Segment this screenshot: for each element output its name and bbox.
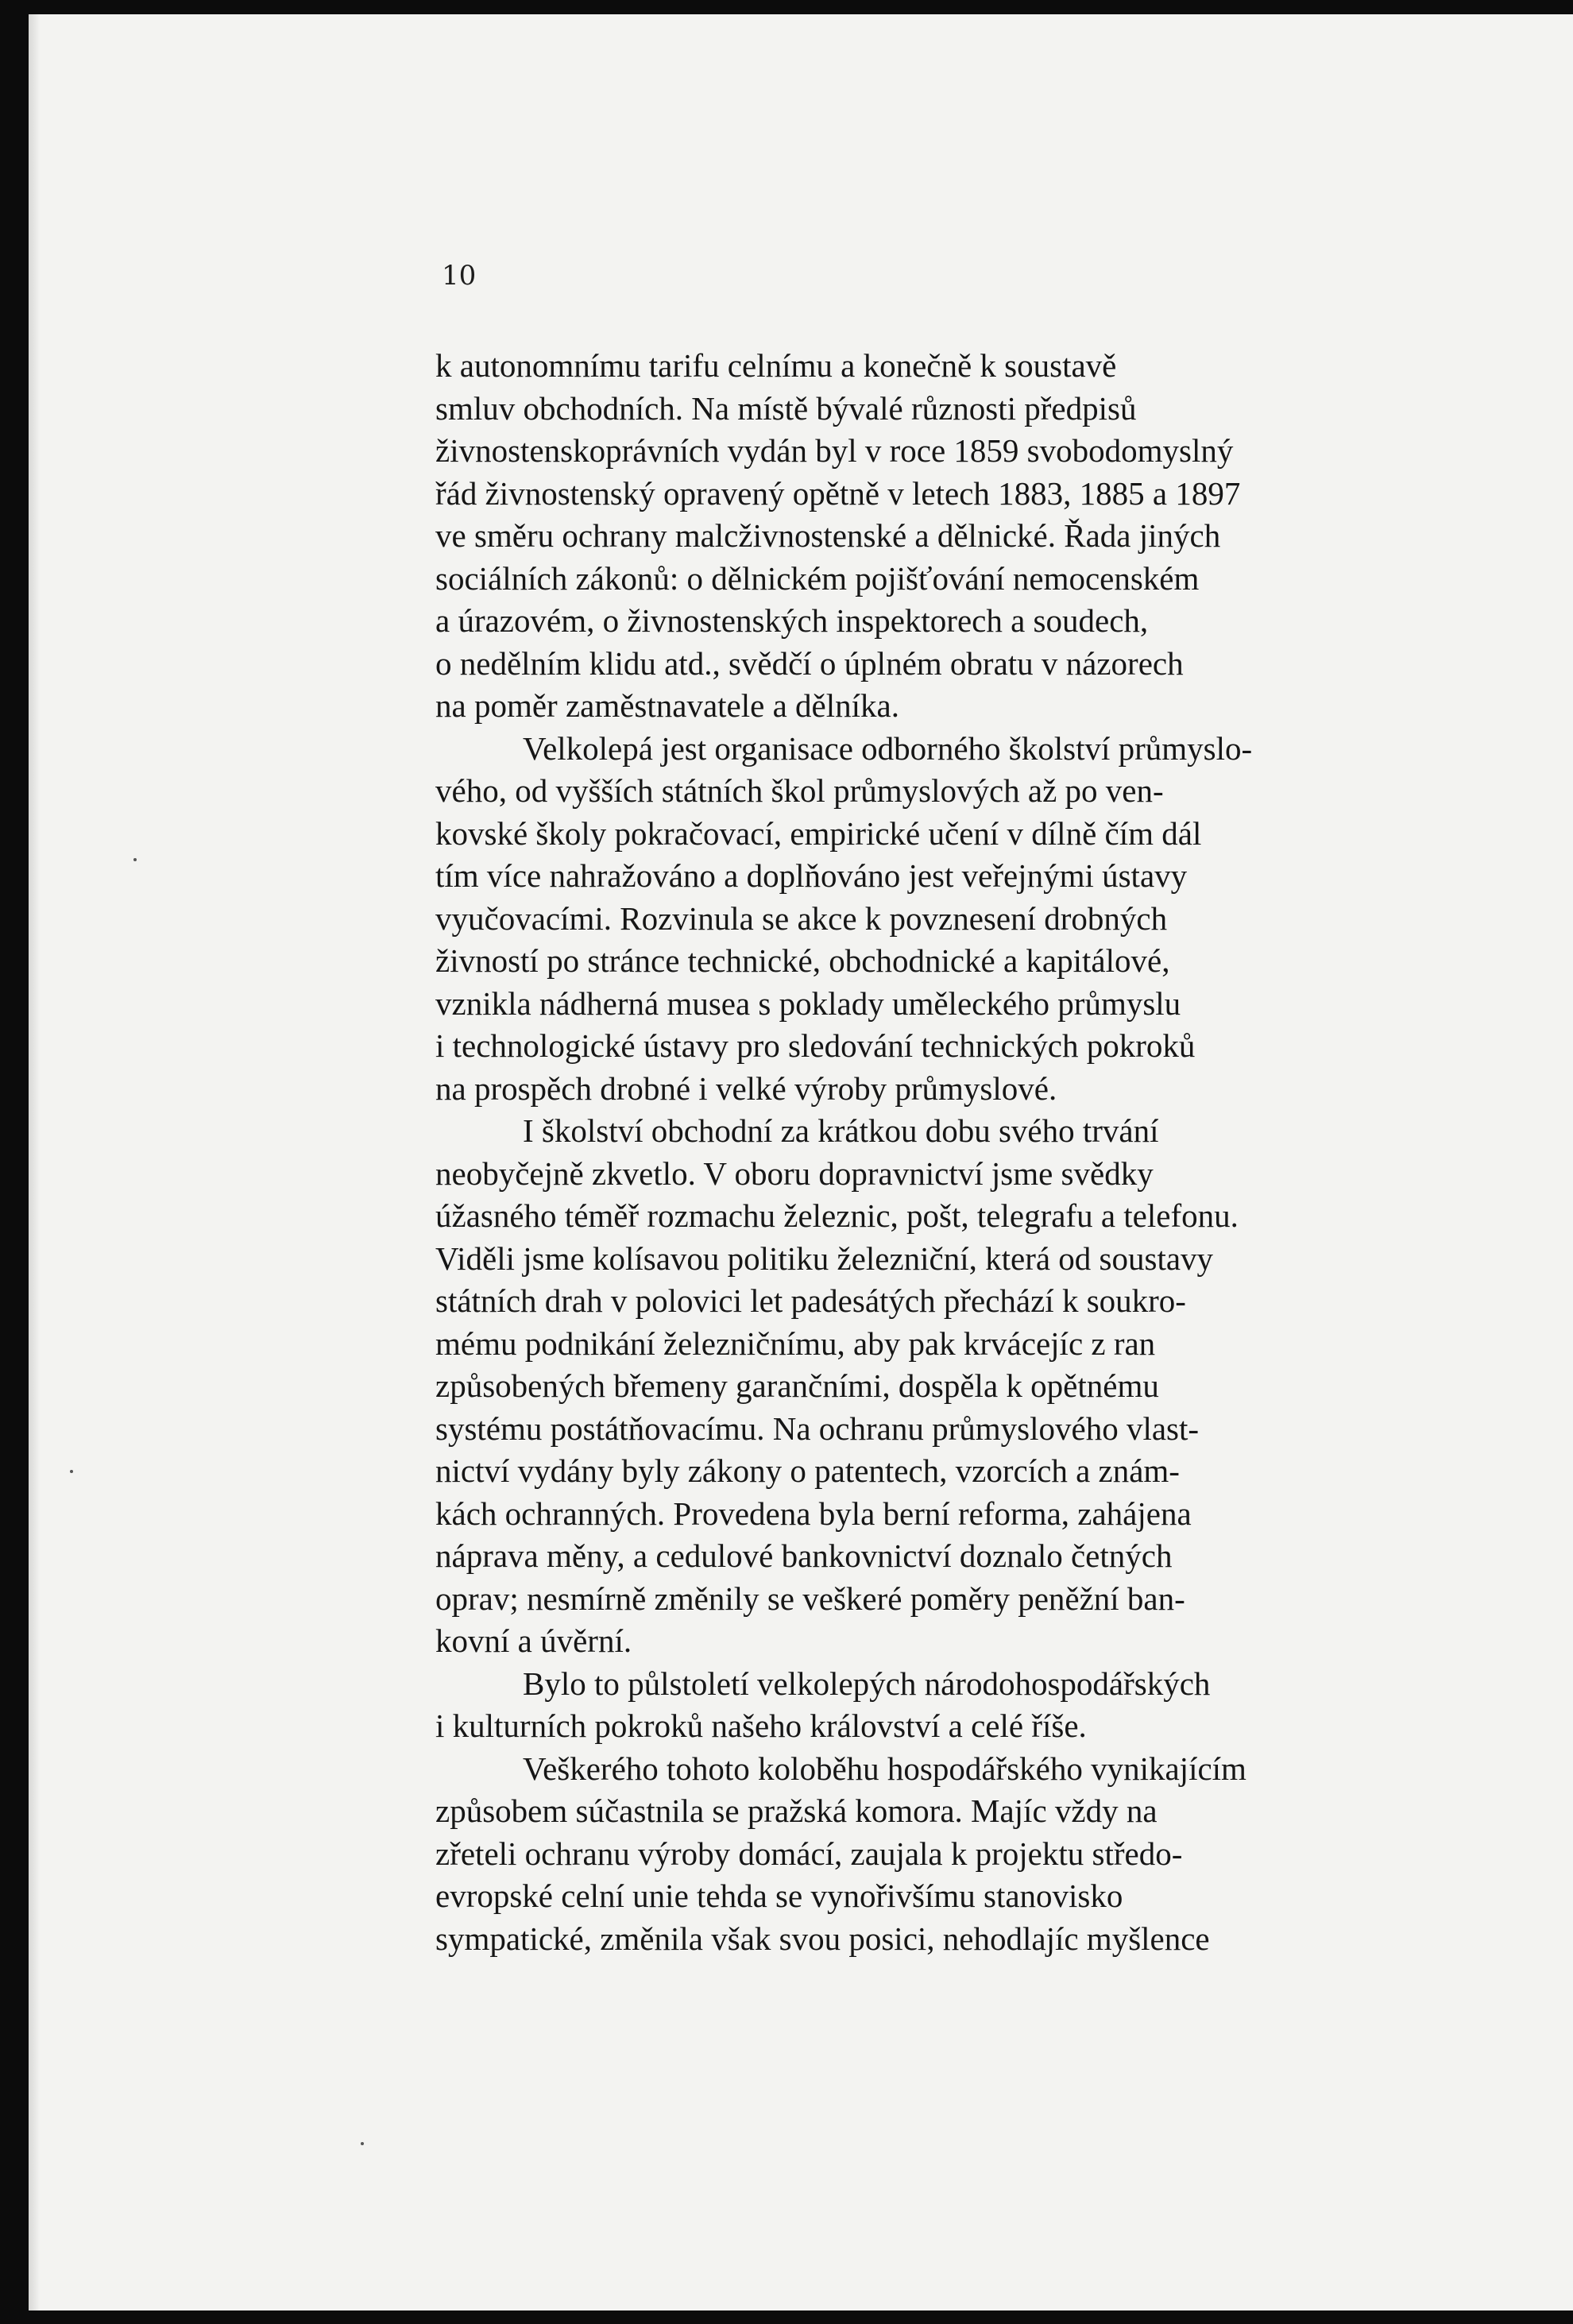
text-line: kovské školy pokračovací, empirické učení v dílně čím dál (435, 814, 1202, 852)
text-line: k autonomnímu tarifu celnímu a konečně k soustavě (435, 347, 1117, 384)
scan-speck (361, 2142, 364, 2145)
text-line: náprava měny, a cedulové bankovnictví doznalo četných (435, 1537, 1173, 1574)
paragraph (435, 1110, 1397, 1663)
text-line: i technologické ústavy pro sledování technických pokroků (435, 1027, 1196, 1064)
text-line: způsobem súčastnila se pražská komora. Majíc vždy na (435, 1792, 1158, 1829)
text-line: neobyčejně zkvetlo. V oboru dopravnictví jsme svědky (435, 1154, 1154, 1192)
text-line: a úrazovém, o živnostenských inspektorech a soudech, (435, 602, 1149, 639)
text-line: Velkolepá jest organisace odborného školství průmyslo- (523, 729, 1253, 767)
text-line: kách ochranných. Provedena byla berní reforma, zahájena (435, 1495, 1192, 1532)
text-line: Bylo to půlstoletí velkolepých národohospodářských (523, 1665, 1211, 1702)
text-line: i kulturních pokroků našeho království a celé říše. (435, 1707, 1087, 1744)
text-line: sociálních zákonů: o dělnickém pojišťování nemocenském (435, 559, 1200, 597)
text-line: živností po stránce technické, obchodnické a kapitálové, (435, 942, 1170, 979)
text-line: mému podnikání železničnímu, aby pak krvácejíc z ran (435, 1324, 1156, 1362)
text-line: na prospěch drobné i velké výroby průmyslové. (435, 1069, 1057, 1107)
page-spine-shadow (29, 14, 40, 2310)
scanned-page (29, 14, 1573, 2310)
text-line: sympatické, změnila však svou posici, nehodlajíc myšlence (435, 1920, 1210, 1957)
text-line: zřeteli ochranu výroby domácí, zaujala k projektu středo- (435, 1835, 1183, 1872)
text-line: evropské celní unie tehda se vynořivšímu stanovisko (435, 1877, 1123, 1914)
text-line: živnostenskoprávních vydán byl v roce 1859 svobodomyslný (435, 432, 1234, 469)
paragraph (435, 1748, 1397, 1961)
text-line: vznikla nádherná musea s poklady uměleckého průmyslu (435, 984, 1181, 1022)
text-line: nictví vydány byly zákony o patentech, vzorcích a znám- (435, 1452, 1180, 1489)
text-line: státních drah v polovici let padesátých přechází k soukro- (435, 1282, 1186, 1319)
text-line: systému postátňovacímu. Na ochranu průmyslového vlast- (435, 1409, 1200, 1447)
paragraph (435, 1663, 1397, 1748)
text-line: Veškerého tohoto koloběhu hospodářského vynikajícím (523, 1750, 1246, 1787)
text-line: způsobených břemeny garančními, dospěla k opětnému (435, 1367, 1159, 1404)
text-line: ve směru ochrany malcživnostenské a dělnické. Řada jiných (435, 517, 1221, 554)
text-line: na poměr zaměstnavatele a dělníka. (435, 687, 899, 724)
text-line: úžasného téměř rozmachu železnic, pošt, telegrafu a telefonu. (435, 1197, 1239, 1234)
text-line: o nedělním klidu atd., svědčí o úplném obratu v názorech (435, 644, 1184, 682)
text-line: I školství obchodní za krátkou dobu svého trvání (523, 1112, 1159, 1149)
text-line: tím více nahražováno a doplňováno jest veřejnými ústavy (435, 857, 1188, 894)
text-line: řád živnostenský opravený opětně v letech 1883, 1885 a 1897 (435, 474, 1241, 512)
paragraph (435, 728, 1397, 1111)
text-line: Viděli jsme kolísavou politiku železniční, která od soustavy (435, 1239, 1214, 1277)
text-line: kovní a úvěrní. (435, 1622, 632, 1659)
text-line: vého, od vyšších státních škol průmyslových až po ven- (435, 772, 1164, 809)
text-line: vyučovacími. Rozvinula se akce k povznesení drobných (435, 899, 1168, 937)
text-line: oprav; nesmírně změnily se veškeré poměry peněžní ban- (435, 1580, 1185, 1617)
scan-speck (70, 1470, 73, 1473)
paragraph (435, 345, 1397, 728)
scan-speck (133, 858, 137, 861)
body-text (435, 345, 1397, 1960)
text-line: smluv obchodních. Na místě bývalé různosti předpisů (435, 389, 1137, 427)
page-number: 10 (442, 260, 477, 292)
